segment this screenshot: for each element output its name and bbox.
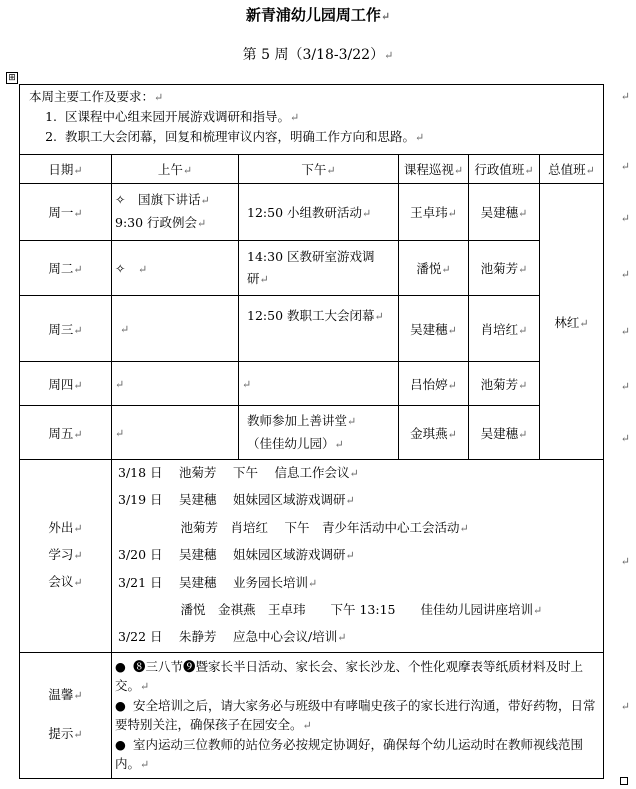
outside-item: 3/19 日 吴建穗 姐妹园区域游戏调研↵ (118, 492, 355, 508)
row-end-mark: ↵ (620, 555, 630, 568)
header-date: 日期↵ (20, 155, 112, 184)
patrol-cell: 金琪燕↵ (399, 406, 469, 460)
outside-content (112, 460, 604, 653)
patrol-cell: 王卓玮↵ (399, 184, 469, 241)
table-row (20, 241, 604, 296)
table-row (20, 296, 604, 362)
row-end-mark: ↵ (620, 325, 630, 338)
bullet-icon: ● (115, 658, 126, 674)
row-end-mark: ↵ (620, 432, 630, 445)
admin-cell: 吴建穗↵ (469, 184, 540, 241)
requirement-item: 1. 区课程中心组来园开展游戏调研和指导。↵ (61, 107, 600, 127)
day-cell: 周三↵ (20, 296, 112, 362)
row-end-mark: ↵ (620, 90, 630, 103)
header-patrol: 课程巡视↵ (399, 155, 469, 184)
pm-cell: 教师参加上善讲堂↵ （佳佳幼儿园）↵ (239, 406, 399, 460)
day-cell: 周二↵ (20, 241, 112, 296)
admin-cell: 池菊芳↵ (469, 241, 540, 296)
admin-cell: 肖培红↵ (469, 296, 540, 362)
outside-item: 3/18 日 池菊芳 下午 信息工作会议↵ (118, 465, 359, 480)
day-cell: 周五↵ (20, 406, 112, 460)
requirements-cell (20, 85, 604, 155)
requirement-item: 2. 教职工大会闭幕，回复和梳理审议内容，明确工作方向和思路。↵ (61, 127, 600, 147)
header-duty: 总值班↵ (540, 155, 604, 184)
table-row (20, 184, 604, 241)
am-cell: ↵ (112, 362, 239, 406)
patrol-cell: 吕怡婷↵ (399, 362, 469, 406)
pm-cell: 12:50 小组教研活动↵ (239, 184, 399, 241)
am-cell: ✧ ↵ (112, 241, 239, 296)
outside-item: 3/21 日 吴建穗 业务园长培训↵ (118, 574, 318, 590)
admin-cell: 池菊芳↵ (469, 362, 540, 406)
pm-cell: ↵ (239, 362, 399, 406)
patrol-cell: 吴建穗↵ (399, 296, 469, 362)
requirements-heading: 本周主要工作及要求：↵ (29, 89, 164, 104)
table-row (20, 362, 604, 406)
tip-item: ● 室内运动三位教师的站位务必按规定协调好，确保每个幼儿运动时在教师视线范围内。↵ (115, 736, 584, 771)
weekly-schedule-table (19, 84, 604, 779)
tips-label: 温馨↵ 提示↵ (20, 652, 112, 778)
outside-row (20, 460, 604, 653)
bullet-icon: ● (115, 736, 126, 752)
outside-label: 外出↵ 学习↵ 会议↵ (20, 460, 112, 653)
header-am: 上午↵ (112, 155, 239, 184)
am-cell: ↵ (112, 296, 239, 362)
row-end-mark: ↵ (620, 380, 630, 393)
outside-item: 潘悦 金祺燕 王卓玮 下午 13:15 佳佳幼儿园讲座培训↵ (118, 602, 543, 618)
pm-cell: 14:30 区教研室游戏调 研↵ (239, 241, 399, 296)
outside-item: 3/22 日 朱静芳 应急中心会议/培训↵ (118, 629, 347, 645)
tips-content (112, 652, 604, 778)
outside-item: 3/20 日 吴建穗 姐妹园区域游戏调研↵ (118, 547, 355, 563)
header-pm: 下午↵ (239, 155, 399, 184)
am-cell: ↵ (112, 406, 239, 460)
am-cell: ✧ 国旗下讲话↵ 9:30 行政例会↵ (112, 184, 239, 241)
table-move-icon[interactable]: ⊞ (6, 72, 18, 84)
requirements-list (23, 107, 600, 147)
week-range: 第 5 周（3/18-3/22）↵ (242, 47, 394, 63)
tip-item: ● ❽三八节❾暨家长半日活动、家长会、家长沙龙、个性化观摩表等纸质材料及时上交。↵ (115, 658, 584, 693)
pm-cell: 12:50 教职工大会闭幕↵ (239, 296, 399, 362)
tips-row (20, 652, 604, 778)
row-end-mark: ↵ (620, 212, 630, 225)
table-resize-handle[interactable] (620, 777, 628, 785)
tip-item: ● 安全培训之后，请大家务必与班级中有哮喘史孩子的家长进行沟通，带好药物，日常要特别关注，确保孩子在园安全。↵ (115, 697, 596, 732)
day-cell: 周四↵ (20, 362, 112, 406)
table-row (20, 406, 604, 460)
row-end-mark: ↵ (620, 700, 630, 713)
row-end-mark: ↵ (620, 268, 630, 281)
document-title: 新青浦幼儿园周工作↵ (245, 6, 391, 24)
row-end-mark: ↵ (620, 160, 630, 173)
day-cell: 周一↵ (20, 184, 112, 241)
outside-item: 池菊芳 肖培红 下午 青少年活动中心工会活动↵ (118, 519, 469, 535)
header-admin: 行政值班↵ (469, 155, 540, 184)
header-row (20, 155, 604, 184)
duty-cell: 林红↵ (540, 184, 604, 460)
patrol-cell: 潘悦↵ (399, 241, 469, 296)
bullet-icon: ● (115, 697, 126, 713)
admin-cell: 吴建穗↵ (469, 406, 540, 460)
